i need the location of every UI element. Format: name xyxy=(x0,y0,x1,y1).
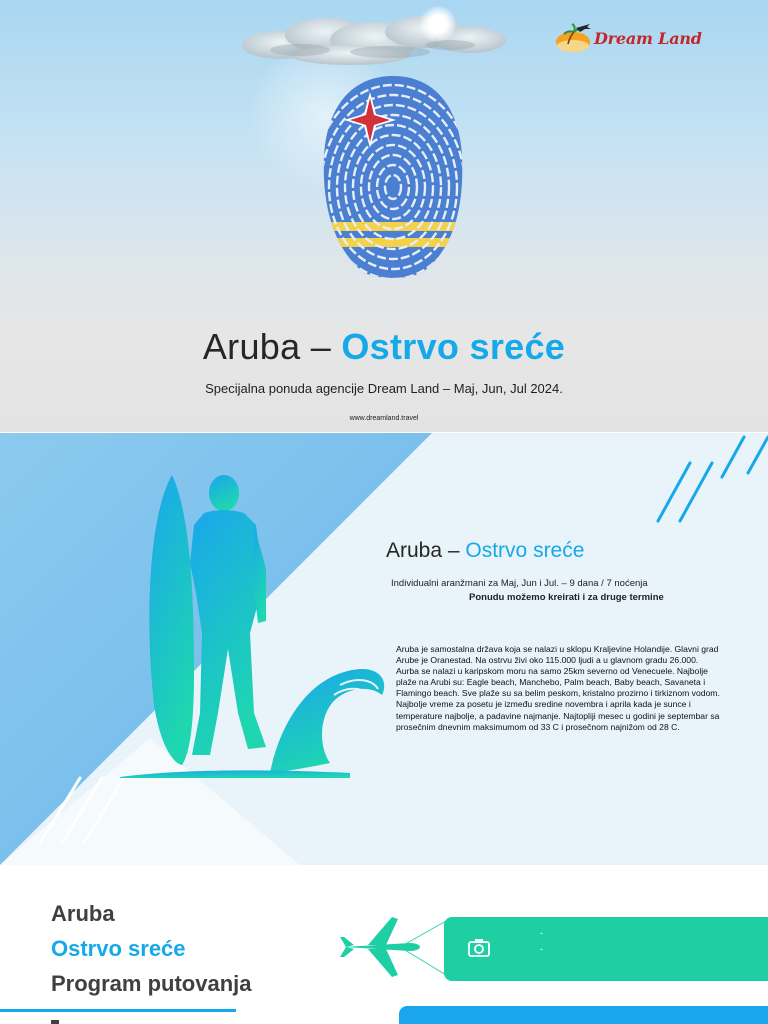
section-title xyxy=(386,539,584,563)
sun-image xyxy=(420,6,456,42)
description-paragraph: Aruba je samostalna država koja se nalazi u sklopu Kraljevine Holandije. Glavni grad Arube je Oranestad. Na ostrvu živi oko 115.000 ljudi a u glavnom gradu 26.000. Aurba se nalazi u karipskom moru na samo 25km severno od Venecuele. Najbolje plaže na Arubi su: Eagle beach, Manchebo, Palm beach, Baby beach, Savaneta i Flamingo beach. Sve plaže su sa belim peskom, kristalno prozirno i tirkiznom vodom. Najbolje vreme za posetu je između sredine novembra i aprila kada je sunce i temperature najbolje, a padavine najmanje. Najtopliji mesec u godini je septembar sa prosečnim dnevnim maksimumom od 33 C i prosečnom najnižom od 28 C. xyxy=(396,644,720,732)
program-card xyxy=(399,1006,768,1024)
page-title xyxy=(0,326,768,368)
cloud-image xyxy=(240,10,510,70)
list-bullet xyxy=(51,1020,59,1024)
title-accent: Ostrvo sreće xyxy=(341,326,566,367)
card-item-mark: - xyxy=(540,944,543,954)
heading-underline xyxy=(0,1009,236,1012)
fingerprint-flag-image xyxy=(318,72,468,280)
brand-name: Dream Land xyxy=(594,28,702,48)
subtitle: Specijalna ponuda agencije Dream Land – Maj, Jun, Jul 2024. xyxy=(205,381,563,396)
dream-land-logo xyxy=(554,22,702,54)
website-link[interactable]: www.dreamland.travel xyxy=(349,415,419,422)
airplane-icon xyxy=(340,911,450,981)
surfer-illustration xyxy=(120,473,390,778)
title-accent: Ostrvo sreće xyxy=(465,539,585,562)
program-heading-3: Program putovanja xyxy=(51,971,252,996)
card-item-mark: - xyxy=(540,928,543,938)
camera-icon xyxy=(468,937,490,957)
offer-details: Individualni aranžmani za Maj, Jun i Jul. – 9 dana / 7 noćenja xyxy=(391,578,648,589)
overview-slide xyxy=(0,433,768,865)
airplane-palm-logo-icon xyxy=(554,22,592,54)
program-heading-1: Aruba xyxy=(51,901,115,926)
title-prefix: Aruba – xyxy=(386,539,466,562)
cover-slide xyxy=(0,0,768,432)
program-card xyxy=(444,917,768,981)
title-prefix: Aruba – xyxy=(202,326,342,367)
program-heading-2: Ostrvo sreće xyxy=(51,936,186,961)
offer-note: Ponudu možemo kreirati i za druge termine xyxy=(469,592,664,603)
program-slide xyxy=(0,866,768,1024)
